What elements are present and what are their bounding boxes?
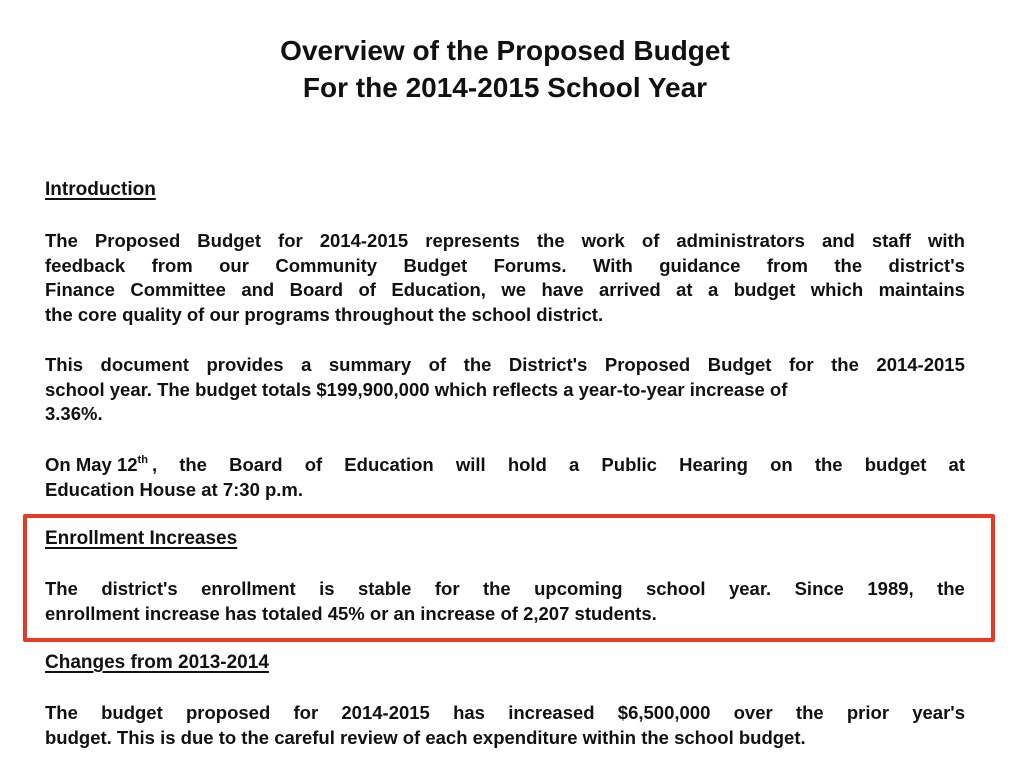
word: administrators [676,230,805,251]
word: prior [846,702,890,723]
word: the [834,254,863,276]
word: which [810,279,864,301]
word: Proposed [604,354,691,375]
changes-heading: Changes from 2013-2014 [45,652,269,673]
enrollment-heading: Enrollment Increases [45,528,238,549]
word: The [45,230,78,251]
introduction-paragraph-1 [45,229,965,327]
word: for [434,578,460,599]
word: the [831,354,859,375]
word: 2014-2015 [341,702,430,723]
word: is [319,578,335,599]
word: The [45,578,78,599]
word: district's [888,254,965,276]
word: has [453,702,485,723]
date-suffix: th [137,453,148,466]
word: budget [733,279,796,301]
word: our [219,254,249,276]
word: Education, [391,279,486,301]
word: of [641,230,660,251]
word: have [541,279,584,301]
word: staff [871,230,911,251]
word: With [592,254,633,276]
word: year. [728,578,772,599]
word: The [45,702,78,723]
word: we [501,279,527,301]
word: school [645,578,706,599]
text-line: budget. This is due to the careful review of each expenditure within the school budget. [45,726,806,748]
hearing-rest: , the Board of Education will hold a Public Hearing on the budget at [151,454,965,475]
word: at [676,279,693,301]
word: upcoming [534,578,623,599]
word: over [733,702,773,723]
word: from [151,254,193,276]
text-line [45,229,965,254]
text-line: Education House at 7:30 p.m. [45,478,304,500]
introduction-paragraph-3 [45,453,965,502]
word: and [821,230,855,251]
text-line: the core quality of our programs throughout the school district. [45,303,604,325]
word: maintains [878,279,965,301]
word: Since [794,578,844,599]
word: from [766,254,808,276]
word: the [482,578,511,599]
word: year's [912,702,965,723]
word: 1989, [867,578,914,599]
word: Forums. [493,254,567,276]
word: Committee [130,279,226,301]
text-line [45,254,965,279]
text-line [45,453,965,478]
word: 2014-2015 [319,230,409,251]
word: for [293,702,319,723]
changes-paragraph [45,701,965,750]
word: proposed [185,702,271,723]
word: the [463,354,492,375]
word: increased [508,702,595,723]
word: with [927,230,965,251]
word: the [536,230,565,251]
word: Budget [403,254,468,276]
word: of [428,354,447,375]
enrollment-paragraph [45,577,965,626]
word: District's [508,354,588,375]
text-line [45,278,965,303]
text-line: enrollment increase has totaled 45% or an increase of 2,207 students. [45,602,657,624]
text-line: school year. The budget totals $199,900,000 which reflects a year-to-year increase of [45,378,788,400]
word: represents [425,230,520,251]
word: Finance [45,279,115,301]
word: summary [328,354,412,375]
word: feedback [45,254,126,276]
text-line [45,353,965,378]
hearing-date: On May 12 [45,454,138,475]
word: Proposed [94,230,181,251]
document-title-line2: For the 2014-2015 School Year [302,72,708,103]
text-line [45,701,965,726]
word: $6,500,000 [617,702,711,723]
text-line: 3.36%. [45,403,103,425]
word: and [241,279,275,301]
word: district's [101,578,178,599]
word: for [788,354,814,375]
word: a [708,279,719,301]
hearing-date-text [45,453,148,478]
word: the [937,578,965,599]
document-title-line1: Overview of the Proposed Budget [280,35,730,66]
introduction-paragraph-2 [45,353,965,427]
word: budget [101,702,163,723]
document-title [0,32,1010,106]
text-line [45,577,965,602]
word: work [581,230,625,251]
word: Board [289,279,344,301]
word: This [45,354,84,375]
word: Community [275,254,378,276]
word: for [278,230,303,251]
word: guidance [659,254,741,276]
introduction-heading: Introduction [45,179,156,200]
word: of [358,279,376,301]
word: the [795,702,824,723]
word: 2014-2015 [876,354,965,375]
word: stable [357,578,412,599]
word: enrollment [201,578,296,599]
word: arrived [599,279,661,301]
word: Budget [197,230,261,251]
word: document [100,354,189,375]
word: provides [206,354,284,375]
word: Budget [707,354,772,375]
word: a [301,354,312,375]
